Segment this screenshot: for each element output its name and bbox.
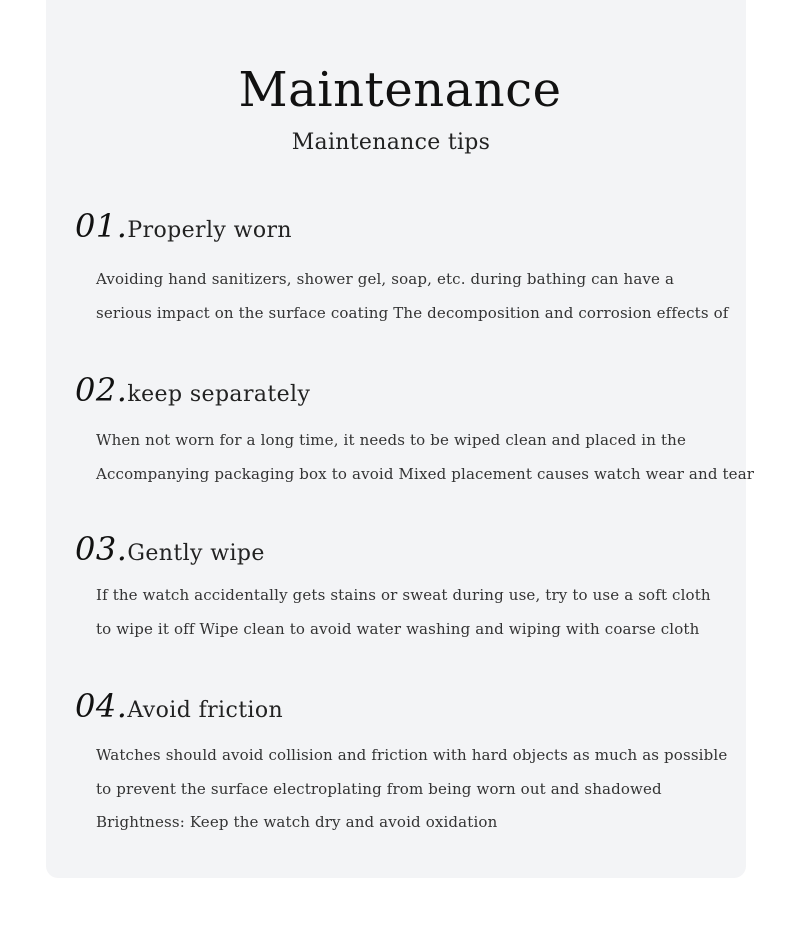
tip-header — [75, 370, 310, 410]
tip-header — [75, 206, 292, 246]
tip-number: 04. — [75, 687, 128, 725]
tip-text-line: Avoiding hand sanitizers, shower gel, soap, etc. during bathing can have a — [96, 270, 675, 288]
tip-text-line: serious impact on the surface coating The decomposition and corrosion effects of — [96, 303, 729, 322]
tip-text-line: Watches should avoid collision and friction with hard objects as much as possible — [96, 746, 728, 764]
tip-heading: Avoid friction — [127, 698, 284, 723]
tip-text-line: When not worn for a long time, it needs to be wiped clean and placed in the — [96, 431, 686, 449]
tip-number: 02. — [75, 371, 128, 409]
tip-text — [96, 263, 800, 330]
tip-number: 03. — [75, 530, 128, 568]
tip-text-line: Brightness: Keep the watch dry and avoid oxidation — [96, 813, 498, 831]
tip-heading: keep separately — [127, 382, 311, 407]
tip-number: 01. — [75, 207, 128, 245]
tip-header — [75, 686, 283, 726]
tip-heading: Gently wipe — [127, 541, 265, 566]
tip-text-line: If the watch accidentally gets stains or sweat during use, try to use a soft cloth — [96, 586, 711, 604]
tip-heading: Properly worn — [127, 218, 292, 243]
tip-text — [96, 424, 800, 491]
tip-text-line: to prevent the surface electroplating from being worn out and shadowed — [96, 779, 662, 798]
tip-text-line: Accompanying packaging box to avoid Mixed placement causes watch wear and tear — [96, 464, 755, 483]
tip-text-line: to wipe it off Wipe clean to avoid water washing and wiping with coarse cloth — [96, 619, 700, 638]
tip-header — [75, 529, 265, 569]
tip-text — [96, 579, 800, 646]
page-title: Maintenance — [238, 62, 562, 118]
page-subtitle: Maintenance tips — [291, 130, 491, 155]
tip-text — [96, 739, 800, 840]
